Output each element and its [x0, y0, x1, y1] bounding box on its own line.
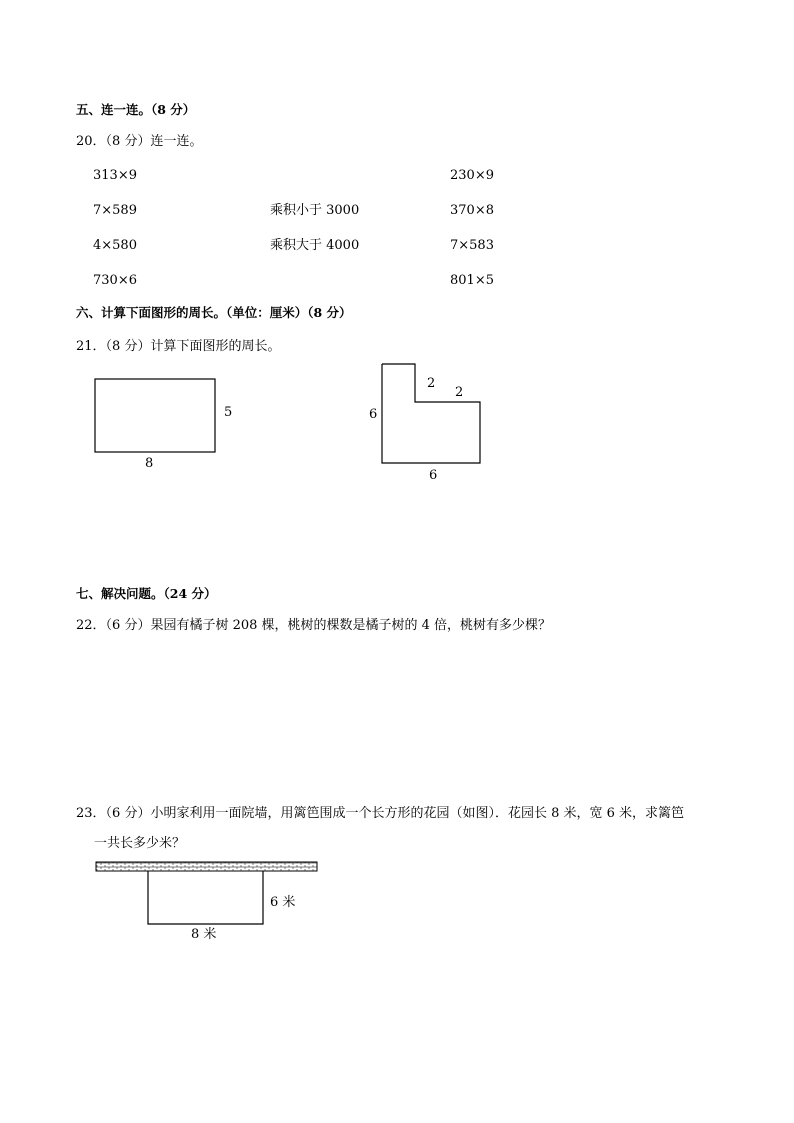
question-23-line-2: 一共长多少米？: [94, 836, 186, 851]
l-shape-bottom-label: 6: [429, 468, 438, 483]
right-expression-4: 801×5: [450, 273, 494, 288]
question-21-text: 21．（8 分）计算下面图形的周长。: [76, 339, 281, 354]
rectangle-figure: [94, 378, 218, 454]
left-expression-3: 4×580: [93, 238, 137, 253]
right-expression-2: 370×8: [450, 203, 494, 218]
middle-category-1: 乘积小于 3000: [270, 203, 360, 218]
section-7-title: 七、解决问题。（24 分）: [76, 586, 217, 601]
garden-fence: [148, 871, 263, 924]
rectangle-width-label: 8: [145, 456, 154, 471]
question-23-line-1: 23．（6 分）小明家利用一面院墙，用篱笆围成一个长方形的花园（如图）．花园长 8 米，宽 6 米，求篱笆: [76, 806, 685, 821]
l-shape-left-label: 6: [369, 407, 378, 422]
question-22-text: 22．（6 分）果园有橘子树 208 棵，桃树的棵数是橘子树的 4 倍，桃树有多少棵？: [76, 618, 552, 633]
left-expression-4: 730×6: [93, 273, 137, 288]
section-6-title: 六、计算下面图形的周长。（单位：厘米）（8 分）: [76, 305, 352, 320]
right-expression-3: 7×583: [450, 238, 494, 253]
rectangle-height-label: 5: [224, 405, 233, 420]
middle-category-2: 乘积大于 4000: [270, 238, 360, 253]
section-5-title: 五、连一连。（8 分）: [76, 102, 196, 117]
left-expression-1: 313×9: [93, 168, 137, 183]
garden-length-label: 8 米: [191, 927, 217, 942]
garden-width-label: 6 米: [270, 895, 296, 910]
l-shape-notch-vertical-label: 2: [427, 376, 436, 391]
question-20-text: 20．（8 分）连一连。: [76, 134, 203, 149]
left-expression-2: 7×589: [93, 203, 137, 218]
right-expression-1: 230×9: [450, 168, 494, 183]
rectangle-outline: [95, 379, 215, 452]
l-shape-notch-horizontal-label: 2: [455, 385, 464, 400]
courtyard-wall: [96, 862, 317, 871]
